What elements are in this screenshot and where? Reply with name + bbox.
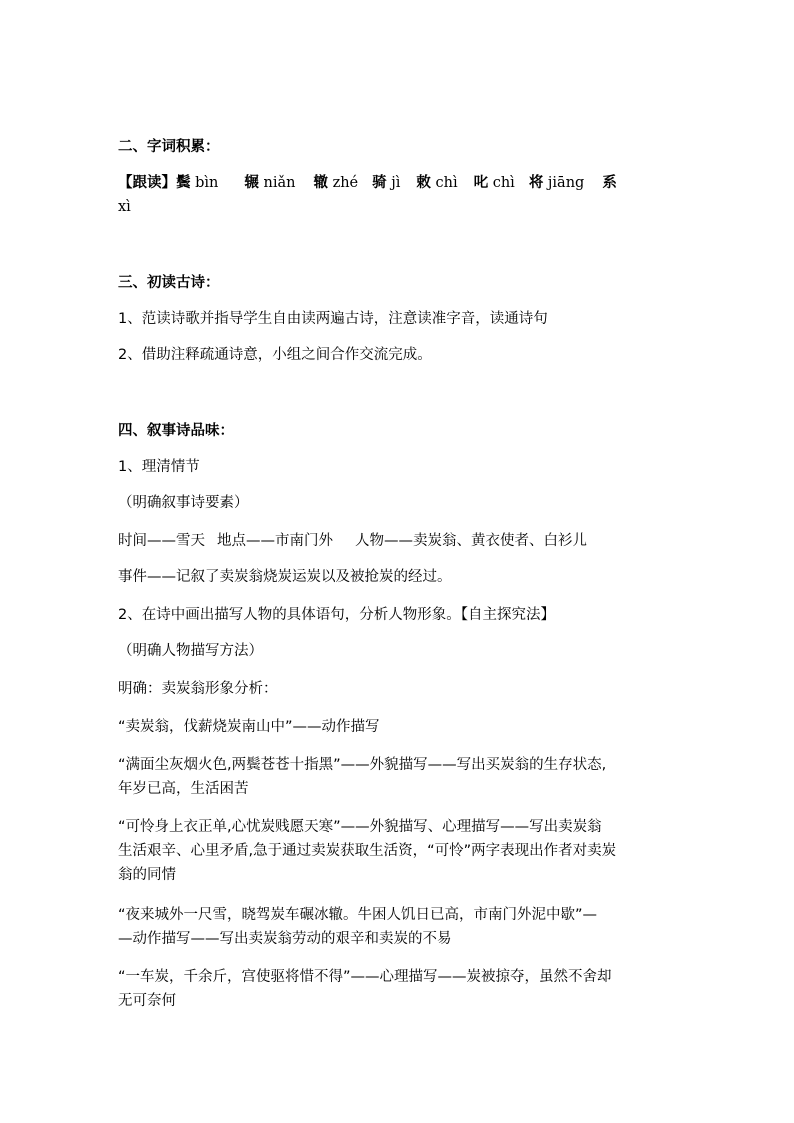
word-pinyin-wrapped: xì: [118, 199, 131, 215]
section4-item1-title: 1、理清情节: [118, 459, 200, 475]
quote-4-line2: —动作描写——写出卖炭翁劳动的艰辛和卖炭的不易: [118, 931, 452, 947]
section4-item1-note: （明确叙事诗要素）: [118, 495, 249, 511]
word-char: 将: [528, 175, 544, 191]
section4-item2-title: 2、在诗中画出描写人物的具体语句，分析人物形象。【自主探究法】: [118, 607, 555, 623]
word-char: 系: [602, 175, 617, 191]
quote-3-line2: 生活艰辛、心里矛盾,急于通过卖炭获取生活资，“可怜”两字表现出作者对卖炭: [118, 843, 617, 859]
section3-item-1: 1、范读诗歌并指导学生自由读两遍古诗，注意读准字音，读通诗句: [118, 311, 548, 327]
word-pinyin: jì: [391, 175, 401, 191]
word-pinyin: chì: [435, 175, 458, 191]
section4-heading: 四、叙事诗品味：: [118, 423, 234, 439]
quote-5-line1: “一车炭，千余斤，宫使驱将惜不得”——心理描写——炭被掠夺，虽然不舍却: [118, 969, 612, 985]
quote-3-line3: 翁的同情: [118, 867, 176, 883]
analysis-label: 明确：卖炭翁形象分析：: [118, 681, 278, 697]
word-pinyin: zhé: [332, 175, 359, 191]
quote-4-line1: “夜来城外一尺雪，晓驾炭车碾冰辙。牛困人饥日已高，市南门外泥中歇”—: [118, 907, 598, 923]
word-char: 叱: [473, 175, 489, 191]
word-char: 敕: [416, 175, 431, 191]
quote-3-line1: “可怜身上衣正单,心忧炭贱愿天寒”——外貌描写、心理描写——写出卖炭翁: [118, 819, 602, 835]
element-people: 人物——卖炭翁、黄衣使者、白衫儿: [355, 533, 587, 549]
genread-label: 【跟读】: [118, 175, 176, 191]
word-pinyin: jiāng: [547, 175, 585, 191]
word-pinyin: chì: [492, 175, 515, 191]
element-time: 时间——雪天: [118, 533, 205, 549]
section3-item-2: 2、借助注释疏通诗意，小组之间合作交流完成。: [118, 347, 432, 363]
section3-heading: 三、初读古诗：: [118, 275, 220, 291]
element-place: 地点——市南门外: [217, 533, 333, 549]
quote-2-line2: 年岁已高，生活困苦: [118, 781, 249, 797]
quote-5-line2: 无可奈何: [118, 993, 176, 1009]
word-char: 骑: [372, 175, 387, 191]
quote-1: “卖炭翁，伐薪烧炭南山中”——动作描写: [118, 719, 380, 735]
narrative-elements: [118, 530, 678, 552]
word-pinyin: niǎn: [263, 175, 296, 191]
word-pinyin: bìn: [195, 175, 219, 191]
section2-heading: 二、字词积累：: [118, 139, 220, 155]
section4-item2-note: （明确人物描写方法）: [118, 643, 263, 659]
genread-line: [118, 172, 678, 194]
word-char: 辗: [244, 175, 259, 191]
word-char: 辙: [313, 175, 328, 191]
element-event: 事件——记叙了卖炭翁烧炭运炭以及被抢炭的经过。: [118, 569, 452, 585]
word-char: 鬓: [176, 175, 191, 191]
quote-2-line1: “满面尘灰烟火色,两鬓苍苍十指黑”——外貌描写——写出买炭翁的生存状态,: [118, 757, 607, 773]
